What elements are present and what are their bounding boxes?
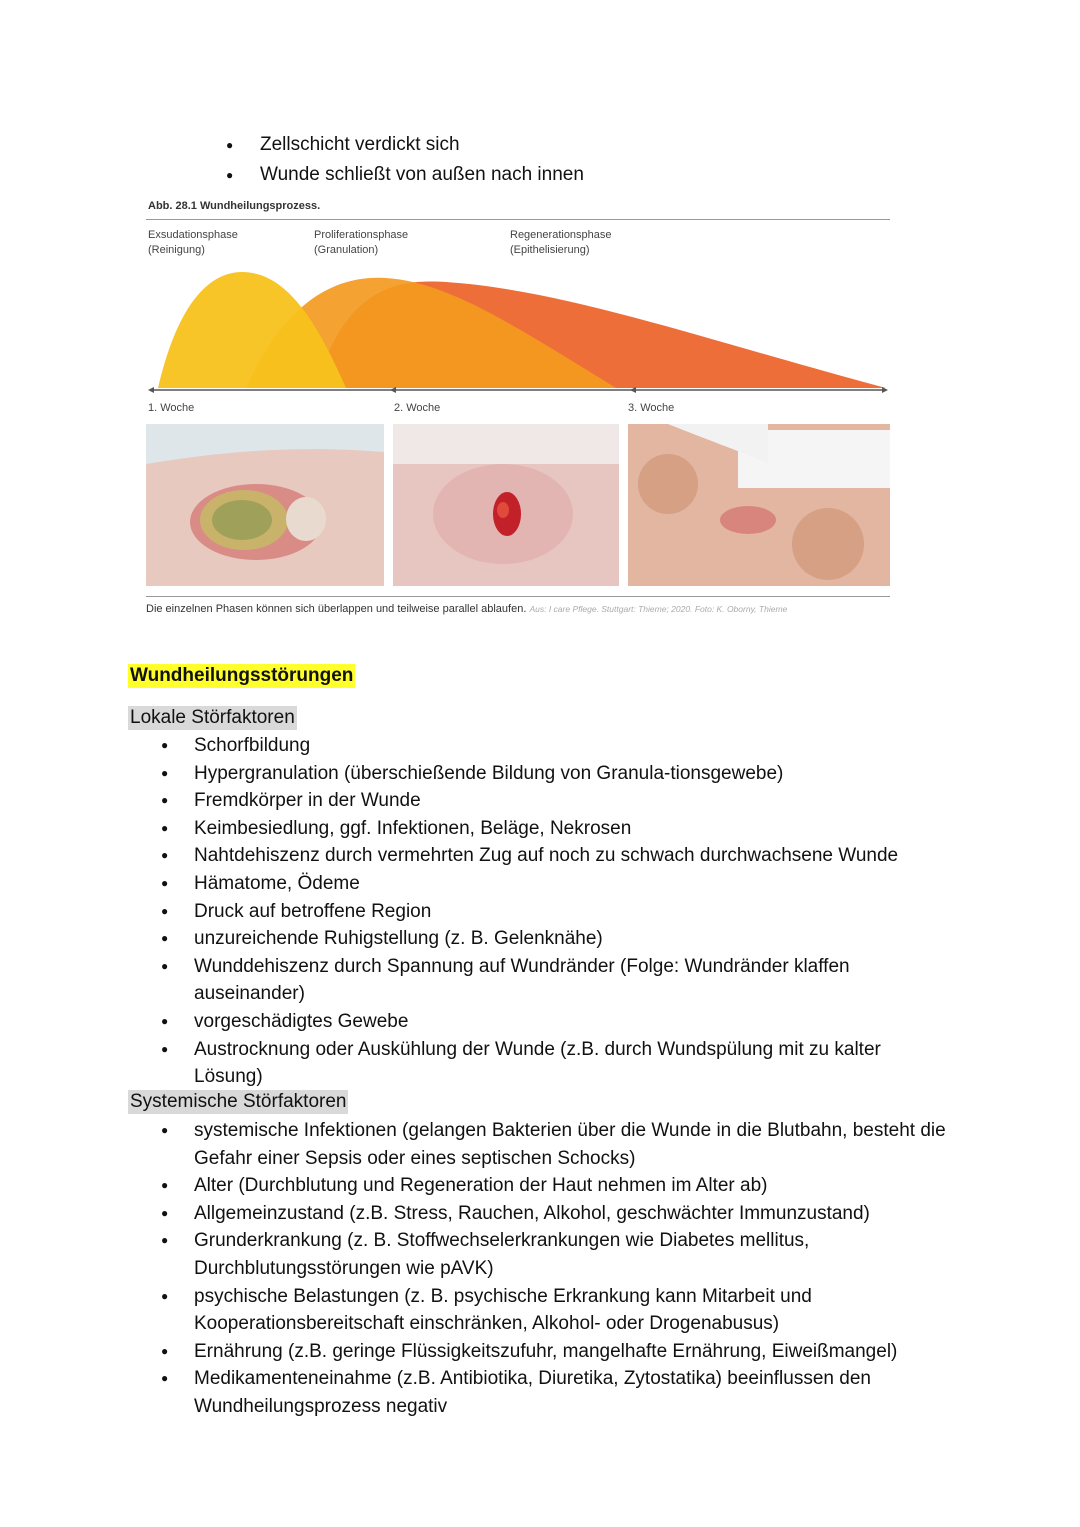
list-item: ● vorgeschädigtes Gewebe	[160, 1008, 950, 1036]
list-item: ● Fremdkörper in der Wunde	[160, 787, 950, 815]
figure-footnote: Die einzelnen Phasen können sich überlappen und teilweise parallel ablaufen. Aus: I care Pflege. Stuttgart: Thieme; 2020. Foto: K. Oborny, Thieme	[146, 603, 788, 615]
list-item: ● unzureichende Ruhigstellung (z. B. Gelenknähe)	[160, 925, 950, 953]
section-title: Wundheilungsstörungen	[130, 665, 354, 686]
list-item: ● Medikamenteneinahme (z.B. Antibiotika, Diuretika, Zytostatika) beeinflussen den Wundheilungsprozess negativ	[160, 1365, 950, 1420]
week-label: 3. Woche	[628, 402, 675, 414]
list-item: ● Keimbesiedlung, ggf. Infektionen, Beläge, Nekrosen	[160, 815, 950, 843]
list-item: ● systemische Infektionen (gelangen Bakterien über die Wunde in die Blutbahn, besteht die Gefahr einer Sepsis oder eines septischen Schocks)	[160, 1117, 950, 1172]
list-item: ● Grunderkrankung (z. B. Stoffwechselerkrankungen wie Diabetes mellitus, Durchblutungsstörungen wie pAVK)	[160, 1227, 950, 1282]
phase-label-proliferation: Proliferationsphase (Granulation)	[314, 229, 409, 256]
list-item: ● Austrocknung oder Auskühlung der Wunde (z.B. durch Wundspülung mit zu kalter Lösung)	[160, 1036, 950, 1091]
list-item: ● psychische Belastungen (z. B. psychische Erkrankung kann Mitarbeit und Kooperationsbereitschaft einschränken, Alkohol- oder Drogenabusus)	[160, 1283, 950, 1338]
list-item: ● Druck auf betroffene Region	[160, 898, 950, 926]
systemic-factors-title: Systemische Störfaktoren	[130, 1091, 347, 1112]
list-item: ● Hämatome, Ödeme	[160, 870, 950, 898]
list-item: ● Hypergranulation (überschießende Bildung von Granula-tionsgewebe)	[160, 760, 950, 788]
list-item: ● Nahtdehiszenz durch vermehrten Zug auf noch zu schwach durchwachsene Wunde	[160, 842, 950, 870]
week-labels	[146, 400, 890, 422]
local-factors-title: Lokale Störfaktoren	[130, 707, 295, 728]
week-label: 1. Woche	[148, 402, 195, 414]
phase-label-regeneration: Regenerationsphase (Epithelisierung)	[510, 229, 612, 256]
phase-labels	[146, 220, 890, 260]
list-item: ● Ernährung (z.B. geringe Flüssigkeitszufuhr, mangelhafte Ernährung, Eiweißmangel)	[160, 1338, 950, 1366]
wound-week-1-photo	[146, 424, 384, 586]
figure-caption: Abb. 28.1 Wundheilungsprozess.	[148, 200, 321, 212]
local-factors-list	[160, 732, 950, 1091]
divider	[146, 596, 890, 597]
systemic-factors-list	[160, 1117, 950, 1421]
list-item: ● Wunde schließt von außen nach innen	[226, 160, 584, 190]
list-item: ● Wunddehiszenz durch Spannung auf Wundränder (Folge: Wundränder klaffen auseinander)	[160, 953, 950, 1008]
wound-week-2-photo	[393, 424, 619, 586]
phase-curves-chart	[146, 260, 890, 400]
list-item: ● Allgemeinzustand (z.B. Stress, Rauchen, Alkohol, geschwächter Immunzustand)	[160, 1200, 950, 1228]
wound-healing-figure	[146, 200, 890, 615]
wound-photos	[146, 424, 890, 586]
list-item: ● Zellschicht verdickt sich	[226, 130, 584, 160]
phase-label-exsudation: Exsudationsphase (Reinigung)	[148, 229, 238, 256]
top-bullet-list	[226, 130, 584, 190]
figure-source: Aus: I care Pflege. Stuttgart: Thieme; 2020. Foto: K. Oborny, Thieme	[529, 604, 788, 614]
axis-arrow-left	[148, 387, 154, 393]
list-item: ● Schorfbildung	[160, 732, 950, 760]
list-item: ● Alter (Durchblutung und Regeneration der Haut nehmen im Alter ab)	[160, 1172, 950, 1200]
week-label: 2. Woche	[394, 402, 441, 414]
wound-week-3-photo	[628, 424, 890, 586]
